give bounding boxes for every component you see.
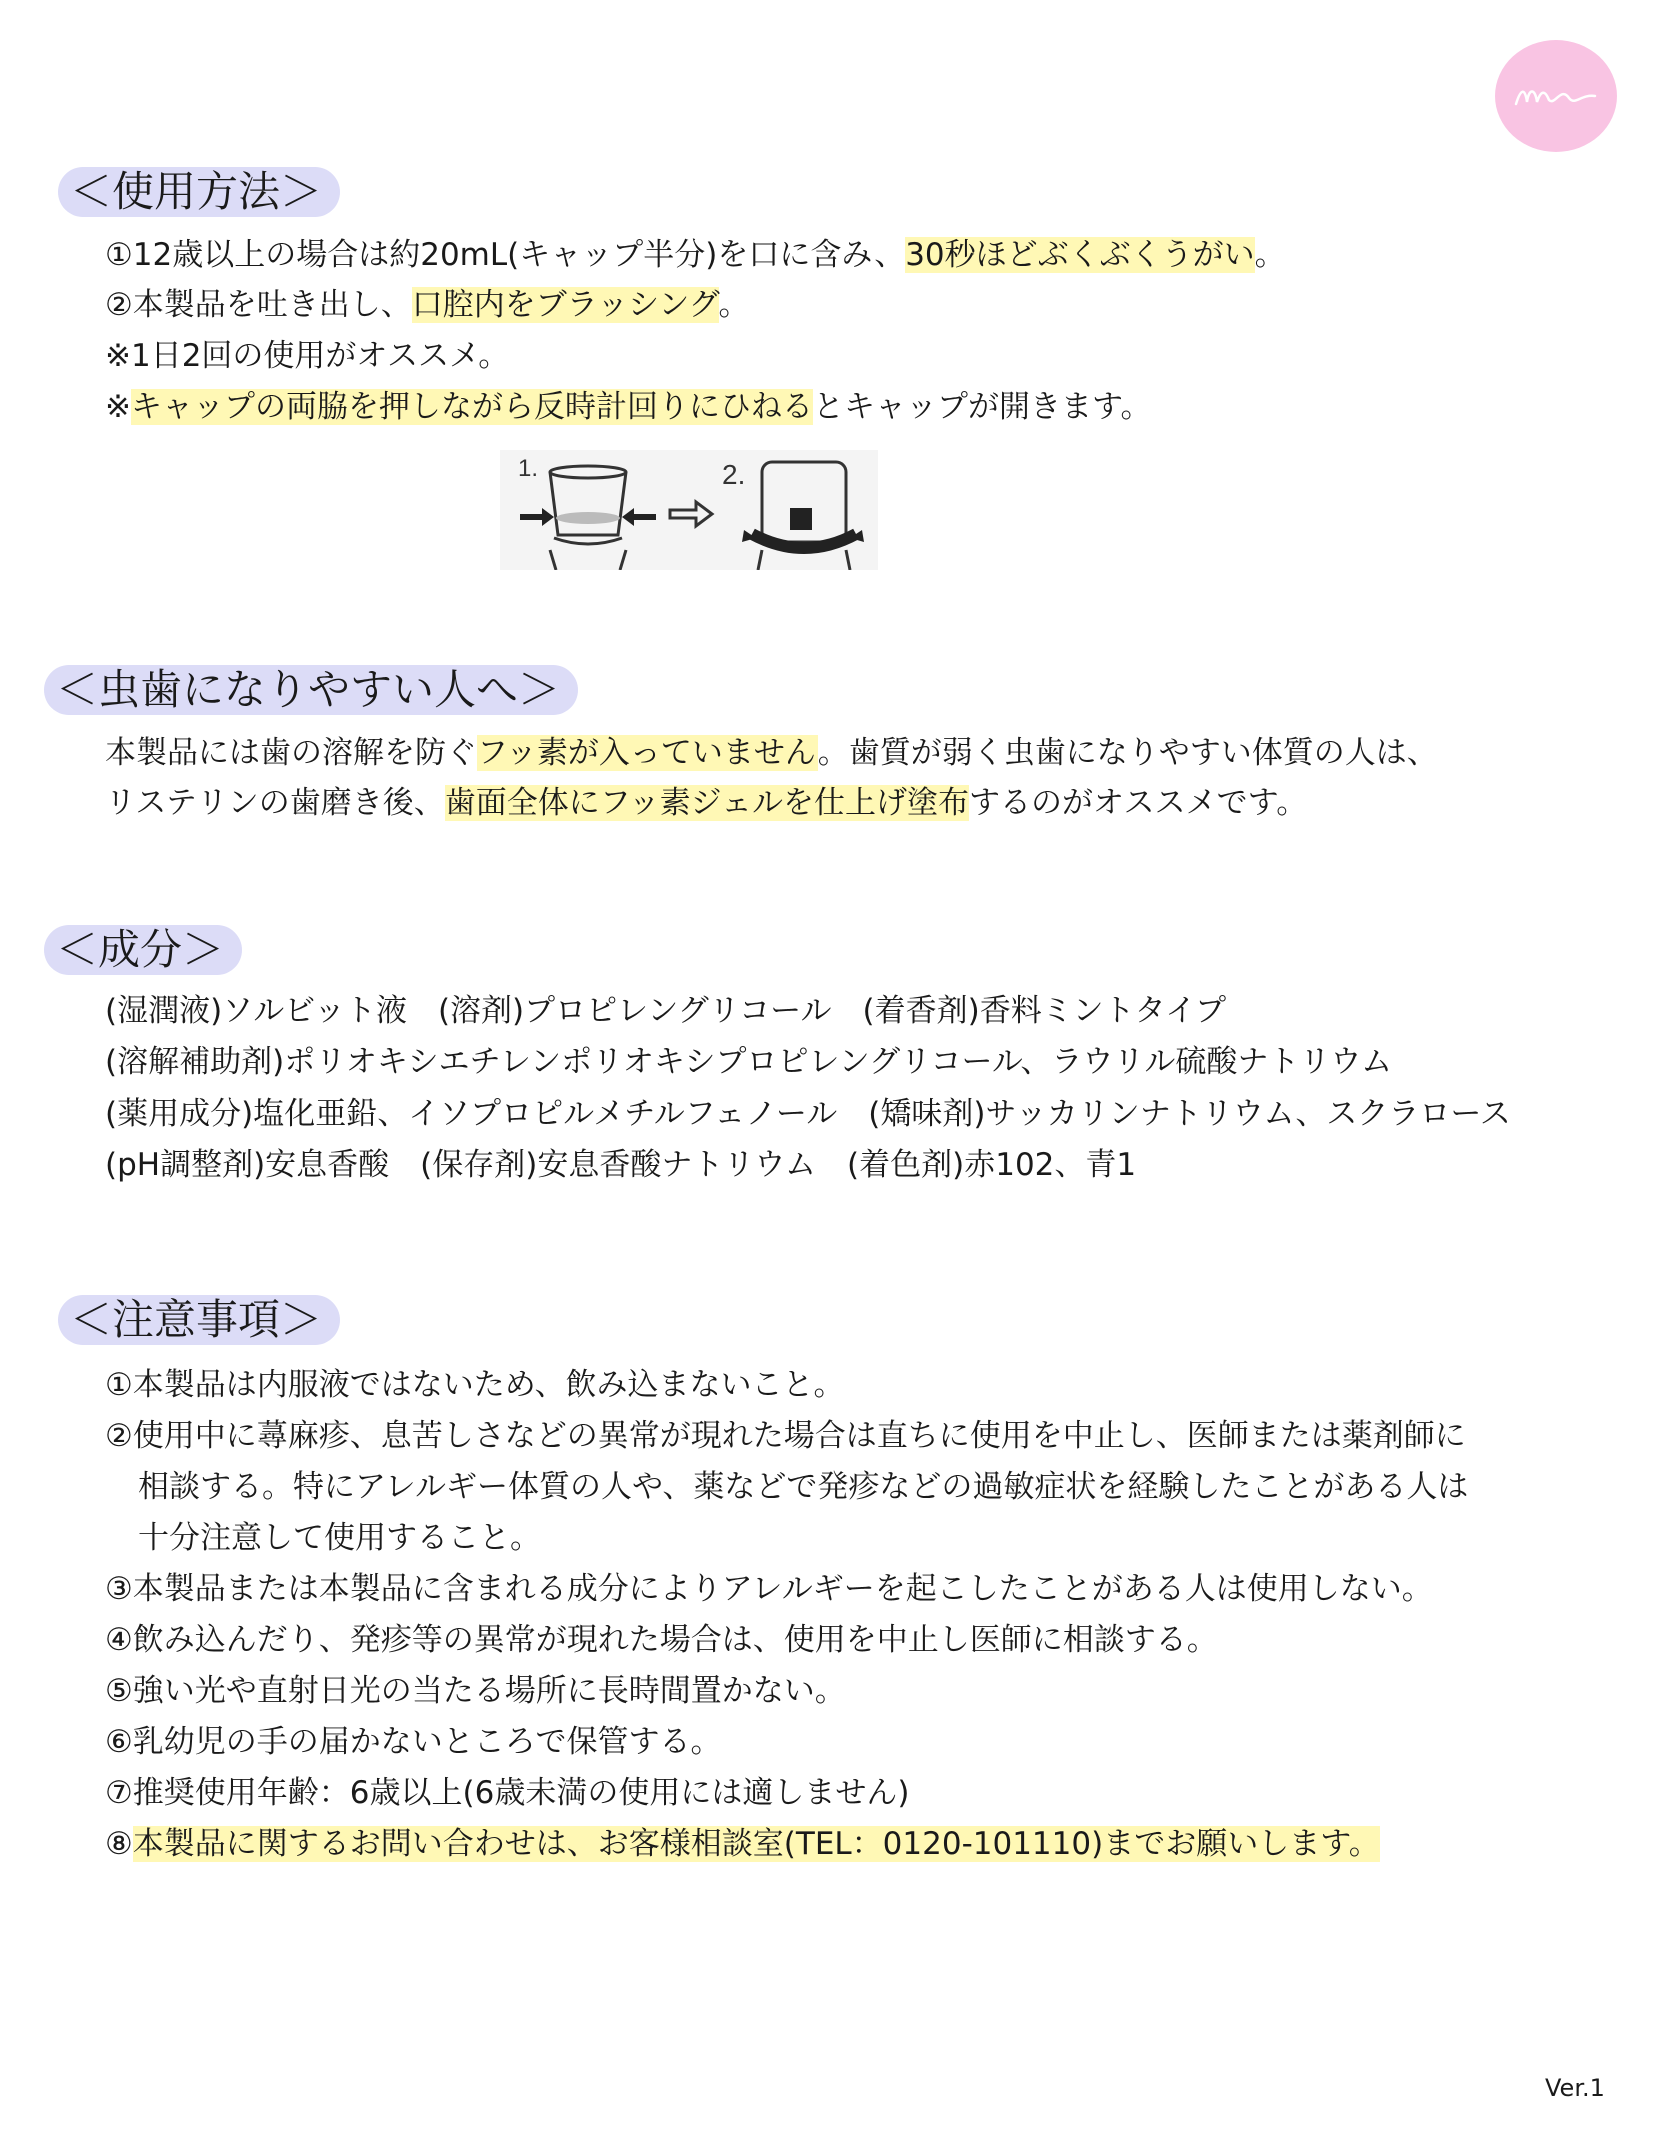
highlight-text: 30秒ほどぶくぶくうがい (905, 237, 1255, 273)
caution-line: ②使用中に蕁麻疹、息苦しさなどの異常が現れた場合は直ちに使用を中止し、医師または薬剤師に (105, 1418, 1466, 1454)
text: ①12歳以上の場合は約20mL(キャップ半分)を口に含み、 (105, 237, 906, 273)
usage-line-4 (105, 385, 1152, 429)
ingredient-line: (pH調整剤)安息香酸 (保存剤)安息香酸ナトリウム (着色剤)赤102、青1 (105, 1147, 1137, 1183)
text: 。歯質が弱く虫歯になりやすい体質の人は、 (817, 735, 1438, 771)
heading-text: ＜注意事項＞ (70, 1295, 323, 1344)
diagram-step-2-label: 2. (722, 459, 746, 490)
highlight-text: キャップの両脇を押しながら反時計回りにひねる (130, 389, 813, 425)
caution-line: ③本製品または本製品に含まれる成分によりアレルギーを起こしたことがある人は使用しない。 (105, 1571, 1433, 1607)
signature-icon (1511, 76, 1601, 116)
section-heading-usage (58, 167, 340, 217)
diagram-step-1-label: 1. (518, 455, 539, 482)
highlight-text: 本製品に関するお問い合わせは、お客様相談室(TEL：0120-101110)までお願いします。 (132, 1826, 1380, 1862)
brand-logo (1495, 40, 1617, 152)
text: 。 (718, 287, 750, 323)
text: 本製品には歯の溶解を防ぐ (105, 735, 477, 771)
section-heading-ingredients (44, 925, 242, 975)
heading-text: ＜使用方法＞ (70, 167, 323, 216)
caution-line-contact (105, 1822, 1380, 1866)
cap-opening-diagram (500, 450, 878, 570)
caution-line: ④飲み込んだり、発疹等の異常が現れた場合は、使用を中止し医師に相談する。 (105, 1622, 1218, 1658)
text: するのがオススメです。 (968, 785, 1308, 821)
version-label: Ver.1 (1545, 2074, 1605, 2102)
cavity-line-1 (105, 731, 1438, 775)
text: 。 (1254, 237, 1286, 273)
text: ⑧ (105, 1826, 133, 1862)
text: とキャップが開きます。 (812, 389, 1152, 425)
caution-line: 相談する。特にアレルギー体質の人や、薬などで発疹などの過敏症状を経験したことがある人は (138, 1469, 1469, 1505)
highlight-text: 口腔内をブラッシング (411, 287, 719, 323)
ingredient-line: (薬用成分)塩化亜鉛、イソプロピルメチルフェノール (矯味剤)サッカリンナトリウム、スクラロース (105, 1096, 1511, 1132)
ingredient-line: (湿潤液)ソルビット液 (溶剤)プロピレングリコール (着香剤)香料ミントタイプ (105, 993, 1227, 1029)
heading-text: ＜虫歯になりやすい人へ＞ (56, 665, 561, 714)
caution-line: ①本製品は内服液ではないため、飲み込まないこと。 (105, 1367, 845, 1403)
usage-line-2 (105, 283, 750, 327)
caution-line: ⑤強い光や直射日光の当たる場所に長時間置かない。 (105, 1673, 846, 1709)
highlight-text: 歯面全体にフッ素ジェルを仕上げ塗布 (444, 785, 969, 821)
caution-line: 十分注意して使用すること。 (138, 1520, 541, 1556)
ingredient-line: (溶解補助剤)ポリオキシエチレンポリオキシプロピレングリコール、ラウリル硫酸ナトリウム (105, 1044, 1393, 1080)
text: ※ (105, 389, 131, 425)
section-heading-cautions (58, 1295, 340, 1345)
caution-line: ⑥乳幼児の手の届かないところで保管する。 (105, 1724, 722, 1760)
text: ②本製品を吐き出し、 (105, 287, 412, 323)
usage-line-1 (105, 233, 1286, 277)
section-heading-cavity (44, 665, 578, 715)
cavity-line-2 (105, 781, 1307, 825)
caution-line: ⑦推奨使用年齢：6歳以上(6歳未満の使用には適しません) (105, 1775, 910, 1811)
usage-line-3: ※1日2回の使用がオススメ。 (105, 338, 510, 374)
text: リステリンの歯磨き後、 (105, 785, 445, 821)
heading-text: ＜成分＞ (56, 925, 225, 974)
highlight-text: フッ素が入っていません (477, 735, 818, 771)
